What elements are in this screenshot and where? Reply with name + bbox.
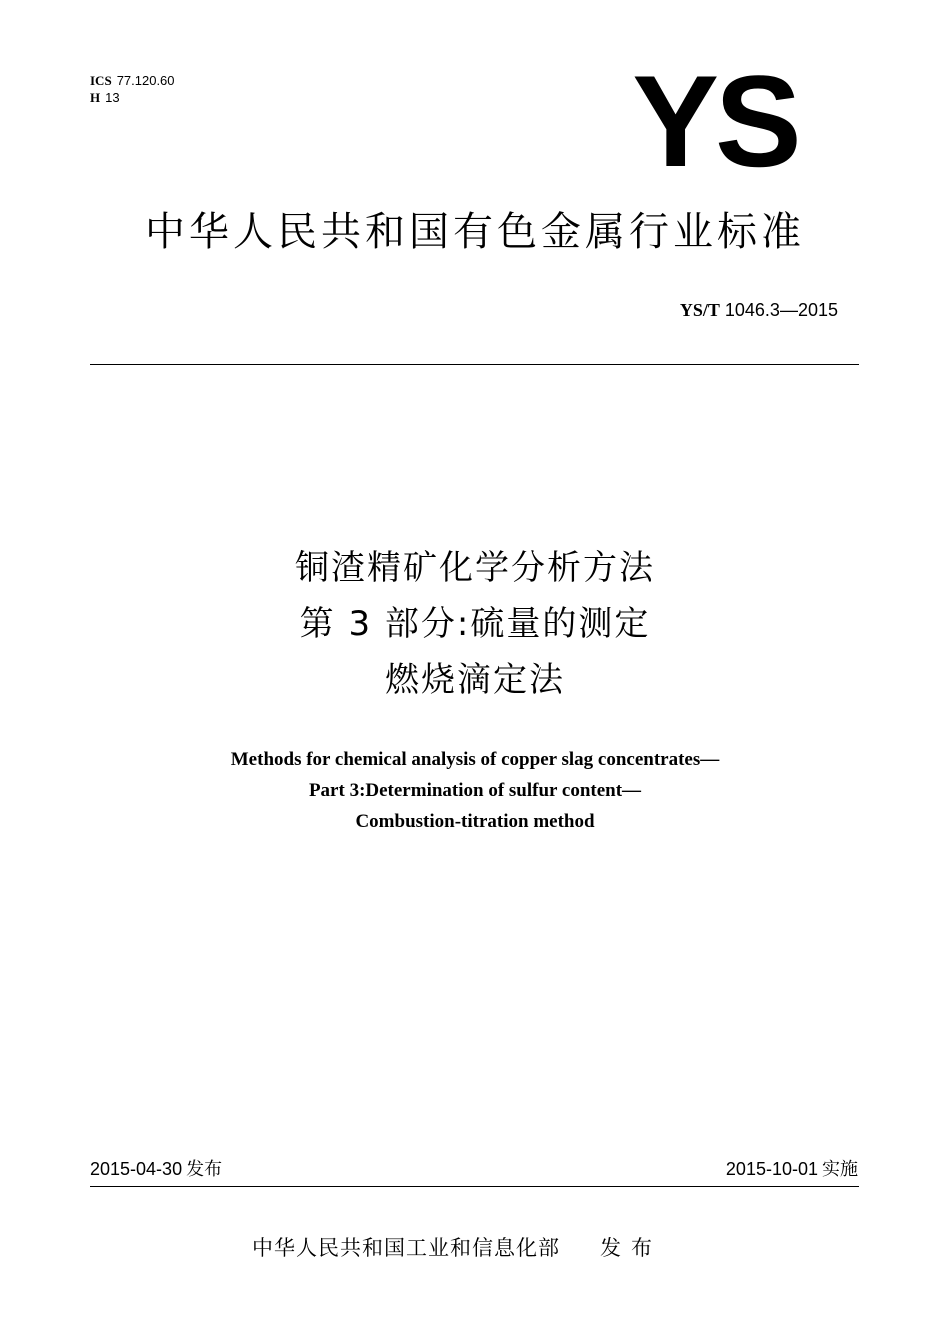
implementation-date-value: 2015-10-01 — [725, 1159, 818, 1179]
chinese-title-line-1: 铜渣精矿化学分析方法 — [295, 548, 655, 588]
ccs-line — [90, 89, 175, 106]
english-title-line-3: Combustion-titration method — [355, 811, 595, 832]
classification-codes — [90, 72, 175, 106]
bottom-divider — [90, 1186, 859, 1187]
chinese-title-line-3: 燃烧滴定法 — [385, 660, 565, 700]
issuer-action: 发布 — [600, 1236, 662, 1260]
english-title — [90, 744, 860, 837]
english-title-line-2: Part 3:Determination of sulfur content— — [308, 780, 642, 801]
implementation-date-label: 实施 — [822, 1159, 858, 1180]
top-divider — [90, 364, 859, 365]
standard-number-prefix: YS/T — [679, 300, 720, 320]
ics-label: ICS — [90, 73, 112, 88]
issuing-authority — [252, 1234, 662, 1262]
ccs-label: H — [90, 90, 101, 105]
chinese-title-line-2: 第 3 部分:硫量的测定 — [299, 604, 651, 644]
implementation-date — [726, 1157, 858, 1182]
standard-number — [680, 298, 838, 322]
issue-date-value: 2015-04-30 — [90, 1159, 183, 1179]
issue-date — [90, 1157, 222, 1182]
ics-code: 77.120.60 — [116, 73, 175, 88]
english-title-line-1: Methods for chemical analysis of copper slag concentrates— — [230, 749, 720, 770]
issuer-name: 中华人民共和国工业和信息化部 — [252, 1236, 560, 1260]
ccs-code: 13 — [105, 90, 120, 105]
chinese-title — [90, 540, 860, 708]
issue-date-label: 发布 — [186, 1159, 223, 1180]
standard-number-value: 1046.3—2015 — [724, 300, 838, 320]
ys-logo: YS — [632, 48, 798, 194]
ics-line — [90, 72, 175, 89]
standard-title: 中华人民共和国有色金属行业标准 — [145, 209, 805, 255]
